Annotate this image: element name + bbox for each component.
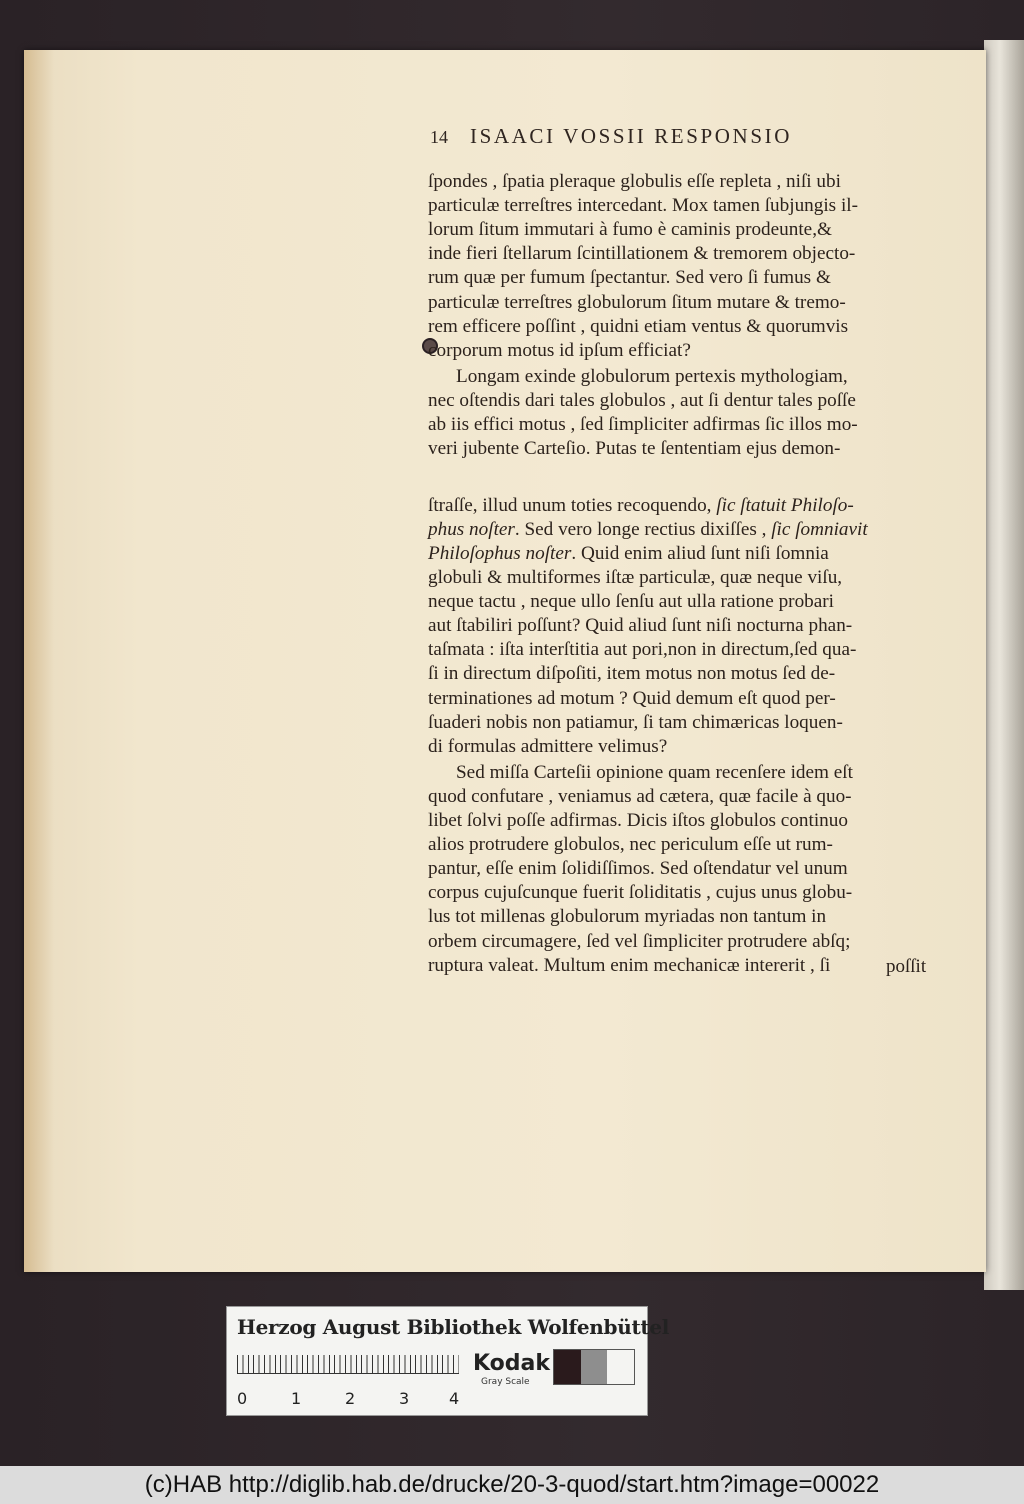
text-line: quod confutare , veniamus ad cætera, quæ facile à quo- xyxy=(428,785,852,807)
kodak-logo: Kodak xyxy=(473,1351,550,1376)
gray-scale-label: Gray Scale xyxy=(481,1377,530,1387)
page-number: 14 xyxy=(430,127,448,147)
ruler-number: 2 xyxy=(345,1389,356,1408)
text-line: particulæ terreſtres globulorum ſitum mutare & tremo- xyxy=(428,291,846,313)
text-line: lorum ſitum immutari à fumo è caminis prodeunte,& xyxy=(428,219,832,241)
ruler-scale xyxy=(237,1355,459,1374)
ruler-numbers xyxy=(233,1389,473,1409)
gray-swatches xyxy=(553,1349,635,1385)
text-line: libet ſolvi poſſe adfirmas. Dicis iſtos globulos continuo xyxy=(428,810,848,831)
text-line: lus tot millenas globulorum myriadas non tantum in xyxy=(428,906,827,928)
running-head xyxy=(430,124,940,152)
next-page-edge xyxy=(984,40,1024,1290)
text-line: alios protrudere globulos, nec periculum eſſe ut rum- xyxy=(428,834,833,856)
text-line: inde fieri ſtellarum ſcintillationem & tremorem objecto- xyxy=(428,243,856,265)
text-line: ſuaderi nobis non patiamur, ſi tam chimæricas loquen- xyxy=(428,711,843,733)
gray-swatch xyxy=(607,1350,634,1384)
text-line: orbem circumagere, ſed vel ſimpliciter protrudere abſq; xyxy=(428,930,851,952)
text-line: corporum motus id ipſum efficiat? xyxy=(428,339,691,361)
text-line: Sed miſſa Carteſii opinione quam recenſere idem eſt xyxy=(456,761,853,783)
text-line: aut ſtabiliri poſſunt? Quid aliud ſunt niſi nocturna phan- xyxy=(428,615,853,637)
text-line: ab iis effici motus , ſed ſimpliciter adfirmas ſic illos mo- xyxy=(428,414,858,435)
text-line: globuli & multiformes iſtæ particulæ, quæ neque viſu, xyxy=(428,567,843,588)
copyright-footer: (c)HAB http://diglib.hab.de/drucke/20-3-quod/start.htm?image=00022 xyxy=(0,1466,1024,1504)
card-title: Herzog August Bibliothek Wolfenbüttel xyxy=(237,1315,670,1339)
text-line: ſtraſſe, illud unum toties recoquendo, ſic ſtatuit Philoſo- xyxy=(428,495,854,516)
catchword: poſſit xyxy=(886,956,927,977)
text-line: ſi in directum diſpoſiti, item motus non motus ſed de- xyxy=(428,663,836,685)
text-line: phus noſter. Sed vero longe rectius dixiſſes , ſic ſomniavit xyxy=(428,519,868,540)
text-line: corpus cujuſcunque fuerit ſoliditatis , cujus unus globu- xyxy=(428,882,853,904)
text-line: Longam exinde globulorum pertexis mythologiam, xyxy=(456,365,848,387)
text-line: Philoſophus noſter. Quid enim aliud ſunt niſi ſomnia xyxy=(428,543,829,564)
text-line: rem efficere poſſint , quidni etiam ventus & quorumvis xyxy=(428,315,849,337)
text-line: terminationes ad motum ? Quid demum eſt quod per- xyxy=(428,687,836,709)
text-line: particulæ terreſtres intercedant. Mox tamen ſubjungis il- xyxy=(428,195,858,217)
ruler-number: 0 xyxy=(237,1389,248,1408)
text-line: ruptura valeat. Multum enim mechanicæ intererit , ſi xyxy=(428,954,831,976)
library-color-card xyxy=(226,1306,670,1416)
ruler-number: 1 xyxy=(291,1389,302,1408)
text-line: rum quæ per fumum ſpectantur. Sed vero ſi fumus & xyxy=(428,267,831,289)
text-line: pantur, eſſe enim ſolidiſſimos. Sed oſtendatur vel unum xyxy=(428,858,848,880)
text-line: taſmata : iſta interſtitia aut pori,non in directum,ſed qua- xyxy=(428,639,857,661)
running-head-title: ISAACI VOSSII RESPONSIO xyxy=(470,124,792,148)
text-line: di formulas admittere velimus? xyxy=(428,735,668,757)
text-line: neque tactu , neque ullo ſenſu aut ulla ratione probari xyxy=(428,591,834,613)
ruler-number: 4 xyxy=(449,1389,460,1408)
gray-swatch xyxy=(581,1350,608,1384)
text-line: nec oſtendis dari tales globulos , aut ſi dentur tales poſſe xyxy=(428,389,856,411)
text-line: veri jubente Carteſio. Putas te ſententiam ejus demon- xyxy=(428,438,841,460)
gray-swatch xyxy=(554,1350,581,1384)
ruler-number: 3 xyxy=(399,1389,410,1408)
text-line: ſpondes , ſpatia pleraque globulis eſſe repleta , niſi ubi xyxy=(428,171,841,192)
